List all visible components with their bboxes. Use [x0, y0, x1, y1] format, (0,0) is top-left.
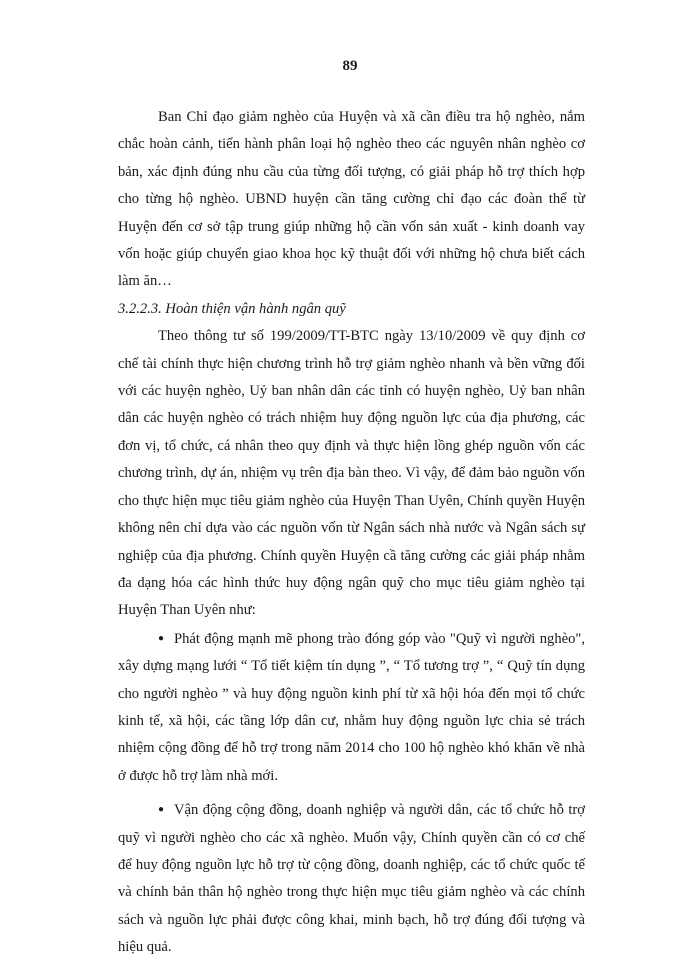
bullet-item	[118, 625, 585, 790]
section-heading: 3.2.2.3. Hoàn thiện vận hành ngân quỹ	[118, 300, 346, 317]
page-number: 89	[342, 58, 358, 74]
section-paragraph: Theo thông tư số 199/2009/TT-BTC ngày 13/10/2009 về quy định cơ chế tài chính thực hiện chương trình hỗ trợ giảm nghèo nhanh và bền vững đối với các huyện nghèo, Uỷ ban nhân dân các tỉnh có huyện nghèo, Uỷ ban nhân dân các huyện nghèo có trách nhiệm huy động nguồn lực của địa phương, các đơn vị, tổ chức, cá nhân theo quy định và thực hiện lồng ghép nguồn vốn các chương trình, dự án, nhiệm vụ trên địa bàn theo. Vì vậy, để đảm bảo nguồn vốn cho thực hiện mục tiêu giảm nghèo của Huyện Than Uyên, Chính quyền Huyện không nên chỉ dựa vào các nguồn vốn từ Ngân sách nhà nước và Ngân sách sự nghiệp của địa phương. Chính quyền Huyện cầ tăng cường các giải pháp nhằm đa dạng hóa các hình thức huy động ngân quỹ cho mục tiêu giảm nghèo tại Huyện Than Uyên như:	[118, 328, 585, 619]
bullet-item	[118, 796, 585, 961]
document-body	[118, 104, 585, 962]
bullet-icon: ●	[158, 632, 165, 644]
bullet-text: Phát động mạnh mẽ phong trào đóng góp vào "Quỹ vì người nghèo", xây dựng mạng lưới “ Tổ tiết kiệm tín dụng ”, “ Tổ tương trợ ”, “ Quỹ tín dụng cho người nghèo ” và huy động nguồn kinh phí từ xã hội hóa đến mọi tổ chức kinh tế, xã hội, các tầng lớp dân cư, nhằm huy động nguồn lực chia sẻ trách nhiệm cộng đồng để hỗ trợ trong năm 2014 cho 100 hộ nghèo khó khăn về nhà ở được hỗ trợ làm nhà mới.	[118, 630, 585, 784]
bullet-icon: ●	[158, 804, 165, 816]
bullet-text: Vận động cộng đồng, doanh nghiệp và người dân, các tổ chức hỗ trợ quỹ vì người nghèo cho các xã nghèo. Muốn vậy, Chính quyền cần có cơ chế để huy động nguồn lực hỗ trợ từ cộng đồng, doanh nghiệp, các tổ chức quốc tế và chính bản thân hộ nghèo trong thực hiện mục tiêu giảm nghèo và các chính sách và nguồn lực phải được công khai, minh bạch, hỗ trợ đúng đối tượng và hiệu quả.	[118, 802, 585, 956]
intro-paragraph: Ban Chỉ đạo giảm nghèo của Huyện và xã cần điều tra hộ nghèo, nắm chắc hoàn cảnh, tiến hành phân loại hộ nghèo theo các nguyên nhân nghèo cơ bản, xác định đúng nhu cầu của từng đối tượng, có giải pháp hỗ trợ thích hợp cho từng hộ nghèo. UBND huyện cần tăng cường chỉ đạo các đoàn thể từ Huyện đến cơ sở tập trung giúp những hộ cần vốn sản xuất - kinh doanh vay vốn hoặc giúp chuyển giao khoa học kỹ thuật đối với những hộ chưa biết cách làm ăn…	[118, 109, 585, 290]
